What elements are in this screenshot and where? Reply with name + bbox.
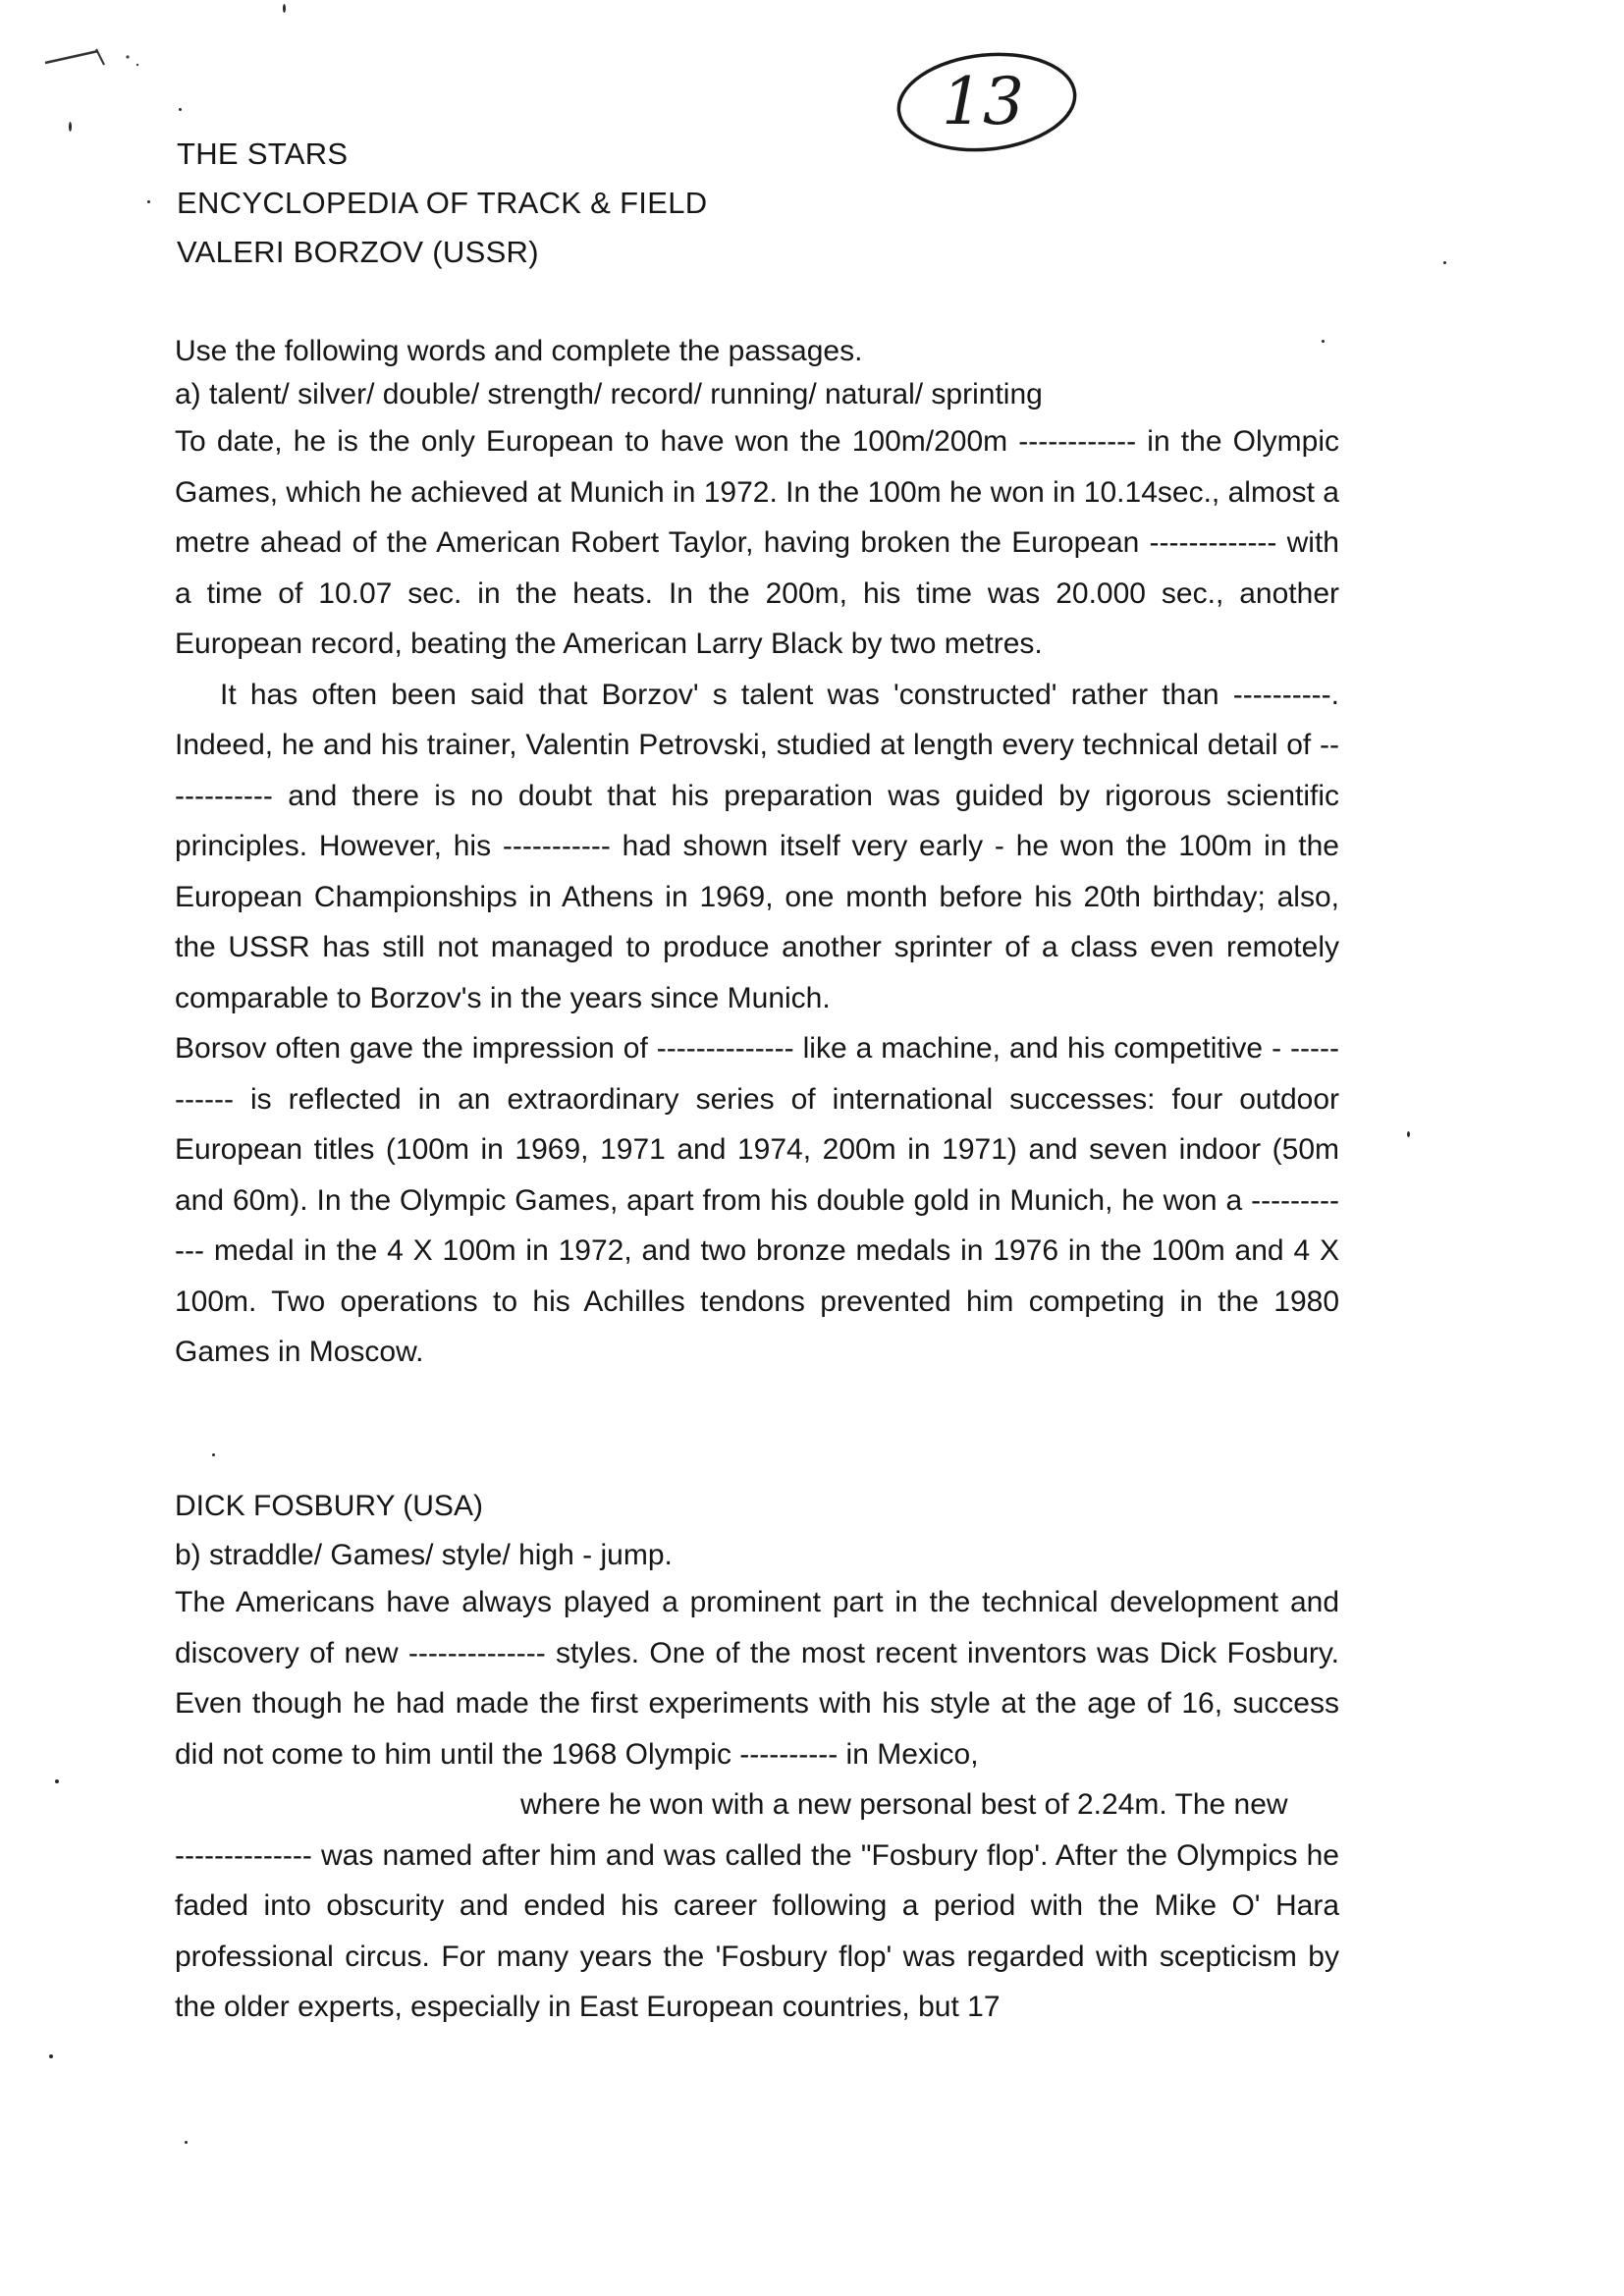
section-title-fosbury: DICK FOSBURY (USA) (175, 1490, 483, 1522)
page-number-text: 13 (942, 64, 1024, 139)
scan-speck (179, 108, 182, 111)
scan-speck (1407, 1131, 1410, 1137)
fosbury-section (175, 1485, 1339, 2033)
series-title: THE STARS (177, 137, 349, 171)
borzov-paragraph-1: To date, he is the only European to have won the 100m/200m ------------ in the Olympic Games, which he achieved at Munich in 1972. In the 100m he won in 10.14sec., almost a metre ahead of the American Robert Taylor, having broken the European ------------- with a time of 10.07 sec. in the heats. In the 200m, his time was 20.000 sec., another European record, beating the American Larry Black by two metres. (175, 425, 1339, 660)
fosbury-paragraph-part-3: -------------- was named after him and was called the "Fosbury flop'. After the Olympics he faded into obscurity and ended his career following a period with the Mike O' Hara professional circus. For many years the 'Fosbury flop' was regarded with scepticism by the older experts, especially in East European countries, but 17 (175, 1838, 1339, 2023)
borzov-paragraph-2: It has often been said that Borzov' s talent was 'constructed' rather than ----------. Indeed, he and his trainer, Valentin Petrovski, studied at length every technical detail of ------------ and there is no doubt that his preparation was guided by rigorous scientific principles. However, his ----------- had shown itself very early - he won the 100m in the European Championships in Athens in 1969, one month before his 20th birthday; also, the USSR has still not managed to produce another sprinter of a class even remotely comparable to Borzov's in the years since Munich. (175, 678, 1339, 1014)
word-list-a: a) talent/ silver/ double/ strength/ record/ running/ natural/ sprinting (175, 378, 1043, 410)
scan-speck (49, 2054, 53, 2058)
word-list-b: b) straddle/ Games/ style/ high - jump. (175, 1539, 673, 1571)
borzov-paragraph-3: Borsov often gave the impression of -------------- like a machine, and his competitive - ----------- is reflected in an extraordinary series of international successes: four outdoor European titles (100m in 1969, 1971 and 1974, 200m in 1971) and seven indoor (50m and 60m). In the Olympic Games, apart from his double gold in Munich, he won a ------------ medal in the 4 X 100m in 1972, and two bronze medals in 1976 in the 100m and 4 X 100m. Two operations to his Achilles tendons prevented him competing in the 1980 Games in Moscow. (175, 1032, 1339, 1368)
section-title-borzov: VALERI BORZOV (USSR) (177, 235, 539, 269)
scan-speck (1443, 261, 1446, 264)
scan-speck (185, 2141, 188, 2144)
scan-speck (212, 1453, 215, 1456)
scan-speck (55, 1779, 59, 1783)
exercise-instruction: Use the following words and complete the passages. (175, 335, 863, 367)
fosbury-paragraph-part-2: where he won with a new personal best of 2.24m. The new (520, 1788, 1288, 1821)
borzov-section (175, 330, 1339, 1378)
scan-speck (147, 200, 150, 203)
scan-scribble-mark (39, 35, 147, 84)
scan-speck (283, 4, 286, 13)
document-header (177, 130, 707, 277)
book-title: ENCYCLOPEDIA OF TRACK & FIELD (177, 186, 708, 220)
page-number-circle (889, 41, 1083, 159)
fosbury-paragraph-part-1: The Americans have always played a prominent part in the technical development and discovery of new -------------- styles. One of the most recent inventors was Dick Fosbury. Even though he had made the first experiments with his style at the age of 16, success did not come to him until the 1968 Olympic ---------- in Mexico, (175, 1586, 1339, 1771)
scan-speck (69, 122, 72, 132)
